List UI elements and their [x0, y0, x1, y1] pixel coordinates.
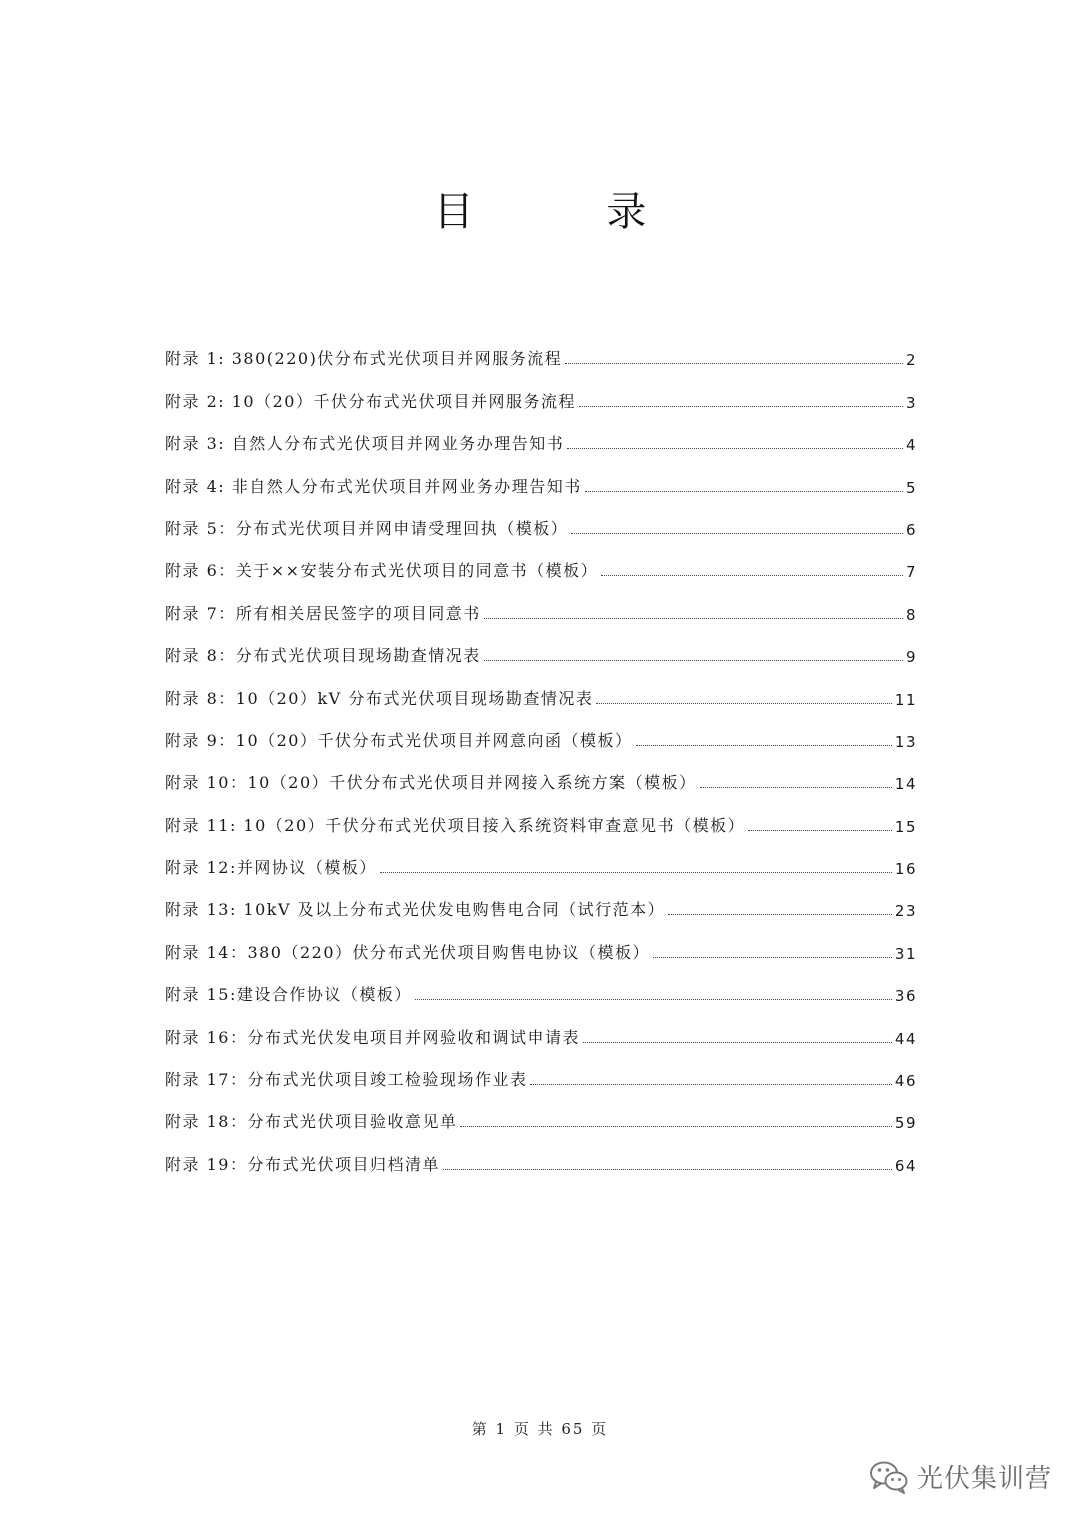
toc-leader [484, 618, 903, 619]
toc-entry-label: 附录 2: 10（20）千伏分布式光伏项目并网服务流程 [165, 391, 576, 411]
toc-entry[interactable] [165, 963, 917, 1005]
toc-entry[interactable] [165, 497, 917, 539]
toc-entry-page: 6 [905, 520, 917, 539]
toc-entry-label: 附录 5：分布式光伏项目并网申请受理回执（模板） [165, 518, 569, 538]
toc-entry[interactable] [165, 920, 917, 962]
toc-entry-page: 4 [905, 436, 917, 455]
toc-leader [653, 957, 892, 958]
toc-entry-label: 附录 15:建设合作协议（模板） [165, 985, 412, 1005]
toc-entry-label: 附录 8：10（20）kV 分布式光伏项目现场勘查情况表 [165, 688, 594, 708]
toc-entry[interactable] [165, 539, 917, 581]
toc-leader [380, 872, 892, 873]
toc-entry-label: 附录 6：关于××安装分布式光伏项目的同意书（模板） [165, 561, 599, 581]
toc-entry-label: 附录 16：分布式光伏发电项目并网验收和调试申请表 [165, 1027, 580, 1047]
toc-entry-label: 附录 3: 自然人分布式光伏项目并网业务办理告知书 [165, 434, 565, 454]
toc-entry-page: 16 [894, 860, 917, 879]
toc-entry-page: 36 [894, 987, 917, 1006]
page-title: 目 录 [433, 189, 707, 235]
table-of-contents [165, 327, 917, 1175]
toc-leader [567, 448, 903, 449]
toc-entry-label: 附录 12:并网协议（模板） [165, 858, 377, 878]
toc-entry-label: 附录 17：分布式光伏项目竣工检验现场作业表 [165, 1070, 528, 1090]
toc-entry[interactable] [165, 1005, 917, 1047]
toc-entry-page: 46 [894, 1072, 917, 1091]
toc-leader [636, 745, 892, 746]
toc-entry-label: 附录 8：分布式光伏项目现场勘查情况表 [165, 646, 481, 666]
toc-entry-label: 附录 4: 非自然人分布式光伏项目并网业务办理告知书 [165, 476, 582, 496]
toc-entry-page: 13 [894, 732, 917, 751]
toc-entry-label: 附录 1: 380(220)伏分布式光伏项目并网服务流程 [165, 349, 563, 369]
toc-entry-label: 附录 13: 10kV 及以上分布式光伏发电购售电合同（试行范本） [165, 900, 666, 920]
toc-leader [668, 914, 892, 915]
toc-entry[interactable] [165, 793, 917, 835]
toc-entry-page: 8 [905, 605, 917, 624]
watermark-text: 光伏集训营 [916, 1464, 1052, 1494]
toc-leader [530, 1084, 891, 1085]
toc-entry[interactable] [165, 624, 917, 666]
toc-entry-page: 31 [894, 944, 917, 963]
toc-entry[interactable] [165, 1048, 917, 1090]
toc-entry-page: 44 [894, 1029, 917, 1048]
toc-leader [460, 1126, 891, 1127]
toc-entry-page: 11 [894, 690, 917, 709]
toc-entry-page: 7 [905, 563, 917, 582]
toc-leader [415, 999, 892, 1000]
toc-leader [443, 1169, 892, 1170]
toc-entry-label: 附录 19：分布式光伏项目归档清单 [165, 1154, 440, 1174]
toc-leader [585, 491, 903, 492]
toc-leader [571, 533, 903, 534]
toc-entry-label: 附录 11: 10（20）千伏分布式光伏项目接入系统资料审查意见书（模板） [165, 815, 746, 835]
toc-entry[interactable] [165, 454, 917, 496]
toc-leader [583, 1042, 892, 1043]
toc-entry-label: 附录 14：380（220）伏分布式光伏项目购售电协议（模板） [165, 942, 651, 962]
toc-entry[interactable] [165, 878, 917, 920]
toc-entry-label: 附录 9：10（20）千伏分布式光伏项目并网意向函（模板） [165, 730, 633, 750]
toc-entry-page: 23 [894, 902, 917, 921]
toc-entry[interactable] [165, 412, 917, 454]
toc-entry-page: 64 [894, 1156, 917, 1175]
wechat-icon [869, 1460, 909, 1494]
toc-entry[interactable] [165, 581, 917, 623]
toc-entry[interactable] [165, 666, 917, 708]
toc-leader [565, 363, 903, 364]
toc-leader [748, 830, 892, 831]
toc-entry[interactable] [165, 1090, 917, 1132]
toc-entry[interactable] [165, 836, 917, 878]
toc-leader [484, 660, 903, 661]
toc-entry-label: 附录 18：分布式光伏项目验收意见单 [165, 1112, 458, 1132]
toc-entry-page: 9 [905, 648, 917, 667]
toc-entry-label: 附录 10：10（20）千伏分布式光伏项目并网接入系统方案（模板） [165, 773, 697, 793]
toc-entry[interactable] [165, 751, 917, 793]
toc-entry-page: 59 [894, 1114, 917, 1133]
toc-leader [596, 703, 892, 704]
toc-entry-page: 14 [894, 775, 917, 794]
page-footer: 第 1 页 共 65 页 [471, 1420, 609, 1438]
toc-entry-page: 3 [905, 393, 917, 412]
toc-entry-page: 5 [905, 478, 917, 497]
toc-leader [601, 575, 903, 576]
toc-entry[interactable] [165, 369, 917, 411]
toc-leader [700, 787, 892, 788]
toc-entry[interactable] [165, 709, 917, 751]
toc-entry-label: 附录 7：所有相关居民签字的项目同意书 [165, 603, 481, 623]
toc-entry-page: 15 [894, 817, 917, 836]
watermark [869, 1458, 1052, 1495]
toc-entry[interactable] [165, 327, 917, 369]
toc-entry[interactable] [165, 1132, 917, 1174]
toc-entry-page: 2 [905, 351, 917, 370]
toc-leader [579, 406, 903, 407]
